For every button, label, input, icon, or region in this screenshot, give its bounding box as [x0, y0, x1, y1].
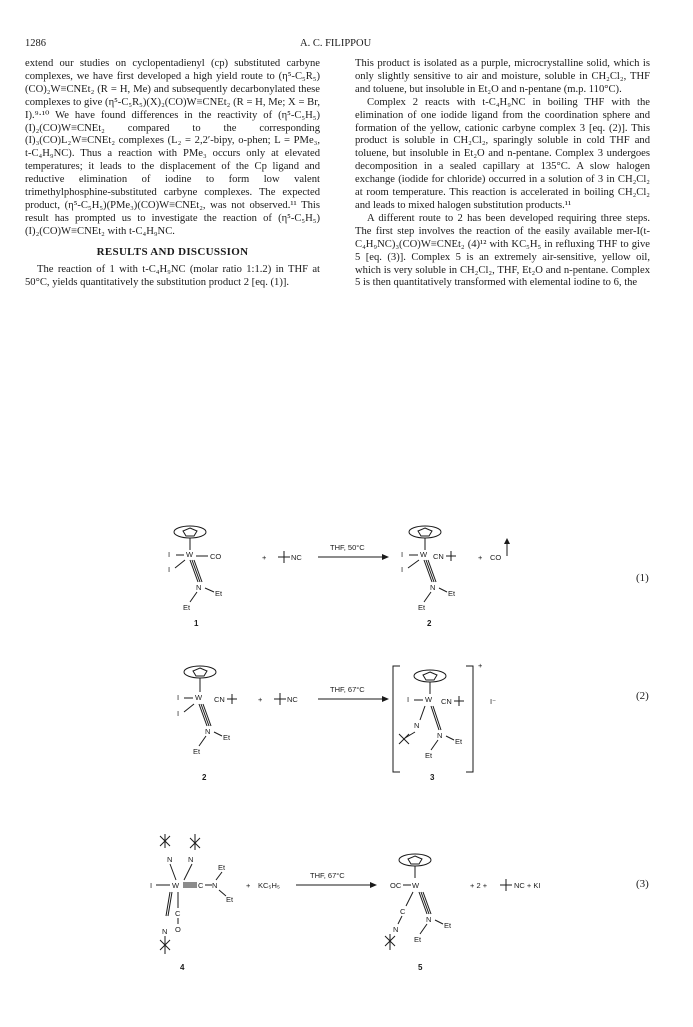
svg-text:NC: NC: [291, 553, 302, 562]
paragraph: A different route to 2 has been developed requiring three steps. The first step involves the reaction of the easily available mer-I(t-C₄H₉NC)₃(CO)W≡CNEt₂ (4)¹² with KC₅H₅ in refluxing THF to give 5 [eq. (3)]. Complex 5 is an extremely air-sensitive, yellow oil, which is very soluble in CH₂Cl₂, THF, Et₂O and n-pentane. Complex 5 is then quantitatively transformed with elemental iodine to 6, the: [355, 212, 650, 289]
svg-text:N: N: [205, 727, 211, 736]
equation-2: [0, 660, 693, 785]
equation-number: (1): [636, 572, 649, 584]
equation-2-structures: [0, 660, 693, 785]
svg-text:N: N: [414, 721, 420, 730]
svg-text:W: W: [425, 695, 433, 704]
compound-label-3: 3: [430, 773, 435, 782]
svg-text:CO: CO: [210, 552, 222, 561]
svg-text:+: +: [478, 553, 483, 562]
svg-text:N: N: [188, 855, 194, 864]
complex-1: [168, 526, 223, 628]
complex-2: [401, 526, 456, 628]
svg-text:N: N: [393, 925, 399, 934]
svg-text:W: W: [195, 693, 203, 702]
conditions: THF, 67°C: [330, 685, 365, 694]
svg-text:C: C: [175, 909, 181, 918]
svg-text:NC: NC: [287, 695, 298, 704]
svg-text:W: W: [420, 550, 428, 559]
svg-text:CO: CO: [490, 553, 502, 562]
svg-text:C: C: [198, 881, 204, 890]
svg-text:Et: Et: [183, 603, 191, 612]
svg-text:W: W: [172, 881, 180, 890]
svg-text:N: N: [167, 855, 173, 864]
svg-text:Et: Et: [226, 895, 234, 904]
reagent-kc5h5: KC₅H₅: [258, 881, 280, 890]
svg-text:Et: Et: [455, 737, 463, 746]
svg-text:Et: Et: [414, 935, 422, 944]
equation-number: (2): [636, 690, 649, 702]
equation-3: [0, 830, 693, 980]
equation-number: (3): [636, 878, 649, 890]
svg-text:Et: Et: [425, 751, 433, 760]
svg-text:Et: Et: [444, 921, 452, 930]
svg-text:I: I: [177, 709, 180, 718]
svg-text:C: C: [400, 907, 406, 916]
svg-text:+: +: [246, 881, 251, 890]
svg-text:N: N: [426, 915, 432, 924]
svg-text:CN: CN: [433, 552, 444, 561]
compound-label-4: 4: [180, 963, 185, 972]
page-number: 1286: [25, 38, 46, 49]
paragraph: This product is isolated as a purple, microcrystalline solid, which is only slightly sensitive to air and moisture, soluble in CH₂Cl₂, THF and toluene, but insoluble in Et₂O and n-pentane (m.p. 110°C).: [355, 58, 650, 95]
svg-text:N: N: [437, 731, 443, 740]
equation-1-structures: [0, 520, 693, 630]
svg-text:W: W: [186, 550, 194, 559]
svg-text:N: N: [162, 927, 168, 936]
paragraph: extend our studies on cyclopentadienyl (cp) substituted carbyne complexes, we have first developed a high yield route to (η⁵-C₅R₅)(CO)₂W≡CNEt₂ (R = H, Me) and subsequently decarbonylated these complexes to give (η⁵-C₅R₅)(X)₂(CO)W≡CNEt₂ (R = H, Me; X = Br, I).⁹·¹⁰ We have found differences in the reactivity of (η⁵-C₅H₅)(I)₂(CO)W≡CNEt₂ compared to the corresponding (I)₃(CO)L₂W≡CNEt₂ complexes (L₂ = 2,2′-bipy, o-phen; L = PMe₃, t-C₄H₉NC). Thus a reaction with PMe₃ occurs only at elevated temperatures; it leads to the displacement of the Cp ligand and reductive elimination of iodine to form low valent trimethylphosphine-substituted carbyne complexes. The expected product, (η⁵-C₅H₅)(PMe₃)(CO)W≡CNEt₂, was not observed.¹¹ This result has prompted us to investigate the reaction of (η⁵-C₅H₅)(I)₂(CO)W≡CNEt₂ with t-C₄H₉NC.: [25, 58, 320, 237]
conditions: THF, 67°C: [310, 871, 345, 880]
svg-text:Et: Et: [418, 603, 426, 612]
complex-5: [385, 854, 452, 972]
svg-text:I: I: [401, 565, 404, 574]
conditions: THF, 50°C: [330, 543, 365, 552]
running-title: A. C. FILIPPOU: [300, 38, 372, 49]
svg-text:I: I: [150, 881, 153, 890]
svg-text:I: I: [401, 550, 404, 559]
svg-text:OC: OC: [390, 881, 402, 890]
charge: +: [478, 661, 483, 670]
complex-3: [399, 670, 464, 782]
section-heading: RESULTS AND DISCUSSION: [96, 245, 249, 258]
svg-text:I: I: [407, 695, 410, 704]
complex-4: [150, 834, 234, 972]
compound-label-1: 1: [194, 619, 199, 628]
svg-text:Et: Et: [215, 589, 223, 598]
right-column: [355, 58, 650, 290]
svg-text:N: N: [196, 583, 202, 592]
compound-label-2: 2: [202, 773, 207, 782]
equation-3-structures: [0, 830, 693, 980]
compound-label-5: 5: [418, 963, 423, 972]
equation-1: [0, 520, 693, 630]
svg-text:NC + KI: NC + KI: [514, 881, 541, 890]
svg-text:Et: Et: [448, 589, 456, 598]
svg-text:N: N: [212, 881, 218, 890]
svg-text:Et: Et: [218, 863, 226, 872]
svg-text:W: W: [412, 881, 420, 890]
svg-text:CN: CN: [441, 697, 452, 706]
svg-text:+: +: [258, 695, 263, 704]
svg-text:I: I: [177, 693, 180, 702]
svg-text:Et: Et: [193, 747, 201, 756]
svg-text:O: O: [175, 925, 181, 934]
svg-text:Et: Et: [223, 733, 231, 742]
svg-text:I: I: [168, 565, 171, 574]
left-column: [25, 58, 320, 289]
svg-text:+ 2 +: + 2 +: [470, 881, 488, 890]
svg-text:CN: CN: [214, 695, 225, 704]
compound-label-2: 2: [427, 619, 432, 628]
svg-text:N: N: [430, 583, 436, 592]
counter-ion: I⁻: [490, 697, 497, 706]
paragraph: The reaction of 1 with t-C₄H₉NC (molar ratio 1:1.2) in THF at 50°C, yields quantitatively the substitution product 2 [eq. (1)].: [25, 263, 320, 288]
plus-sign: +: [262, 553, 267, 562]
complex-2-reactant: [177, 666, 237, 782]
paragraph: Complex 2 reacts with t-C₄H₉NC in boiling THF with the elimination of one iodide ligand from the coordination sphere and formation of the yellow, cationic carbyne complex 3 [eq. (2)]. This product is soluble in CH₂Cl₂, sparingly soluble in cold THF and toluene, but insoluble in Et₂O and n-pentane. Complex 3 undergoes decomposition in a sealed capillary at 135°C. A slow halogen exchange (iodide for chloride) occurred in a solution of 3 in CH₂Cl₂ at room temperature. This reaction is accelerated in boiling CH₂Cl₂ and leads to mixed halogen substitution products.¹¹: [355, 96, 650, 211]
svg-text:I: I: [168, 550, 171, 559]
